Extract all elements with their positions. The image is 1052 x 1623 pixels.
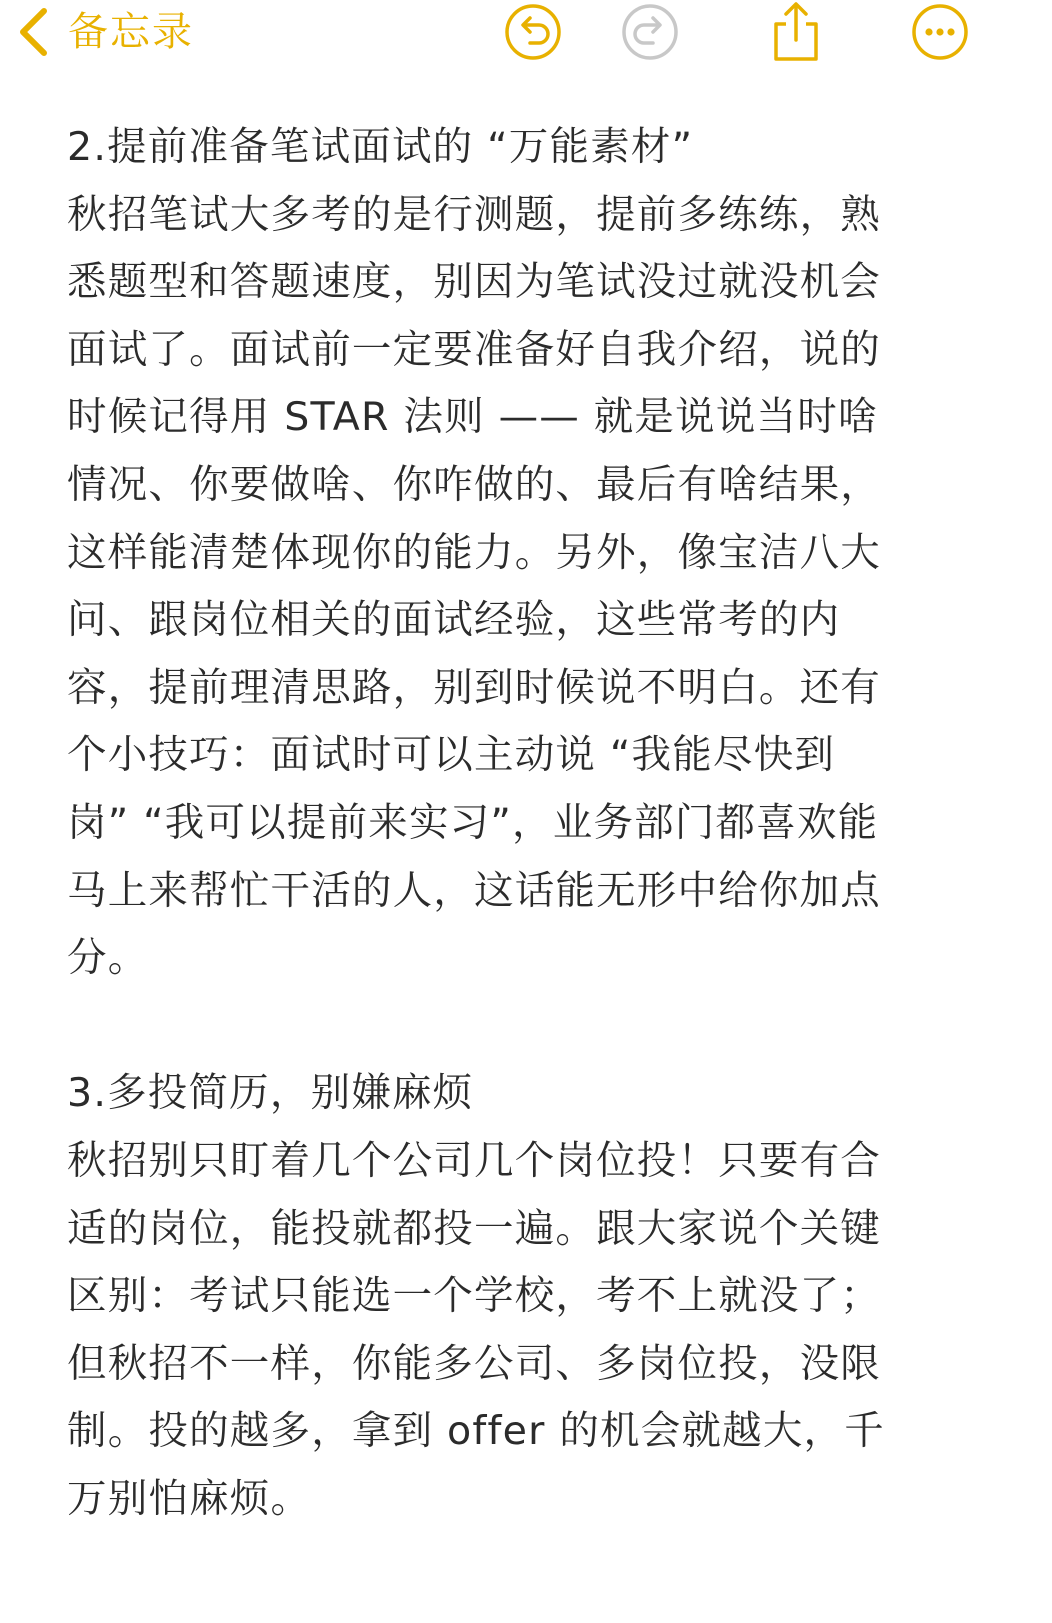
section-2-body: 秋招笔试大多考的是行测题，提前多练练，熟 悉题型和答题速度，别因为笔试没过就没机会 面试了。面试前一定要准备好自我介绍，说的 时候记得用 STAR 法则 —— 就是说说当时啥 情况、你要做啥、你咋做的、最后有啥结果， 这样能清楚体现你的能力。另外，像宝洁八大 问、跟岗位相关的面试经验，这些常考的内 容，提前理清思路，别到时候说不明白。还有 个小技巧：面试时可以主动说 “我能尽快到 岗” “我可以提前来实习”，业务部门都喜欢能 马上来帮忙干活的人，这话能无形中给你加点 分。 [67,191,881,982]
section-2-heading: 2.提前准备笔试面试的 “万能素材” [67,124,694,170]
blank-line [67,993,957,1061]
more-button[interactable] [910,2,970,62]
redo-icon [620,2,680,62]
share-icon [766,2,826,62]
back-label: 备忘录 [68,9,194,55]
undo-icon [503,2,563,62]
undo-button[interactable] [503,2,563,62]
section-3-heading: 3.多投简历，别嫌麻烦 [67,1070,474,1117]
section-3-body: 秋招别只盯着几个公司几个岗位投！只要有合 适的岗位，能投就都投一遍。跟大家说个关键 区别：考试只能选一个学校，考不上就没了； 但秋招不一样，你能多公司、多岗位投，没限 制。投的越多，拿到 offer 的机会就越大，千 万别怕麻烦。 [67,1137,885,1522]
share-button[interactable] [766,2,826,62]
back-button[interactable] [18,6,194,58]
note-body[interactable] [67,114,957,1533]
redo-button[interactable] [620,2,680,62]
notes-toolbar [0,0,1052,70]
chevron-left-icon [18,7,48,57]
more-icon [910,2,970,62]
